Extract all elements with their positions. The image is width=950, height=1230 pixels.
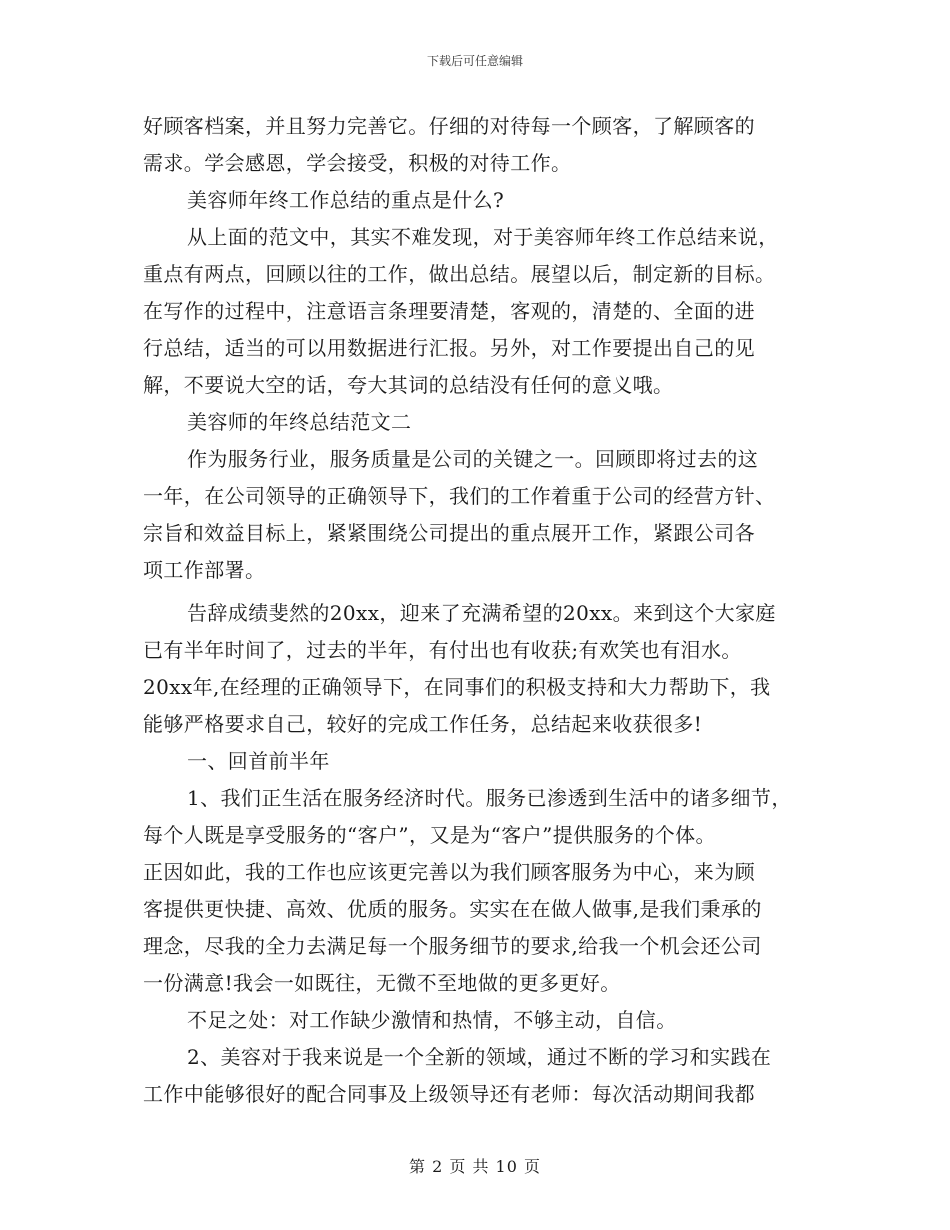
text-line: 能够严格要求自己，较好的完成工作任务，总结起来收获很多! (143, 712, 703, 736)
text-line: 项工作部署。 (143, 558, 266, 582)
text-line: 好顾客档案，并且努力完善它。仔细的对待每一个顾客，了解顾客的 (143, 114, 755, 138)
section-heading: 美容师年终工作总结的重点是什么? (187, 188, 505, 212)
text-line: 告辞成绩斐然的20xx，迎来了充满希望的20xx。来到这个大家庭 (187, 601, 776, 625)
text-line: 一年，在公司领导的正确领导下，我们的工作着重于公司的经营方针、 (143, 484, 776, 508)
text-line: 重点有两点，回顾以往的工作，做出总结。展望以后，制定新的目标。 (143, 262, 776, 286)
section-heading: 美容师的年终总结范文二 (187, 410, 412, 434)
text-line: 行总结，适当的可以用数据进行汇报。另外，对工作要提出自己的见 (143, 336, 755, 360)
text-line: 宗旨和效益目标上，紧紧围绕公司提出的重点展开工作，紧跟公司各 (143, 521, 755, 545)
section-heading: 一、回首前半年 (187, 749, 330, 773)
text-line: 需求。学会感恩，学会接受，积极的对待工作。 (143, 151, 572, 175)
text-line: 作为服务行业，服务质量是公司的关键之一。回顾即将过去的这 (187, 447, 759, 471)
text-line: 2、美容对于我来说是一个全新的领域，通过不断的学习和实践在 (187, 1045, 772, 1069)
page-header: 下载后可任意编辑 (426, 54, 523, 68)
text-line: 从上面的范文中，其实不难发现，对于美容师年终工作总结来说， (187, 225, 779, 249)
text-line: 每个人既是享受服务的“客户”，又是为“客户”提供服务的个体。 (143, 823, 716, 847)
text-line: 1、我们正生活在服务经济时代。服务已渗透到生活中的诸多细节， (187, 786, 792, 810)
text-line: 不足之处：对工作缺少激情和热情，不够主动，自信。 (187, 1008, 677, 1032)
text-line: 工作中能够很好的配合同事及上级领导还有老师：每次活动期间我都 (143, 1082, 755, 1106)
text-line: 20xx年,在经理的正确领导下，在同事们的积极支持和大力帮助下，我 (143, 675, 771, 699)
text-line: 一份满意!我会一如既往，无微不至地做的更多更好。 (143, 971, 621, 995)
text-line: 解，不要说大空的话，夸大其词的总结没有任何的意义哦。 (143, 373, 674, 397)
text-line: 客提供更快捷、高效、优质的服务。实实在在做人做事,是我们秉承的 (143, 897, 762, 921)
text-line: 已有半年时间了，过去的半年，有付出也有收获;有欢笑也有泪水。 (143, 638, 742, 662)
text-line: 在写作的过程中，注意语言条理要清楚，客观的，清楚的、全面的进 (143, 299, 755, 323)
text-line: 正因如此，我的工作也应该更完善以为我们顾客服务为中心，来为顾 (143, 860, 755, 884)
page-footer: 第 2 页 共 10 页 (409, 1157, 541, 1176)
text-line: 理念，尽我的全力去满足每一个服务细节的要求,给我一个机会还公司 (143, 934, 762, 958)
